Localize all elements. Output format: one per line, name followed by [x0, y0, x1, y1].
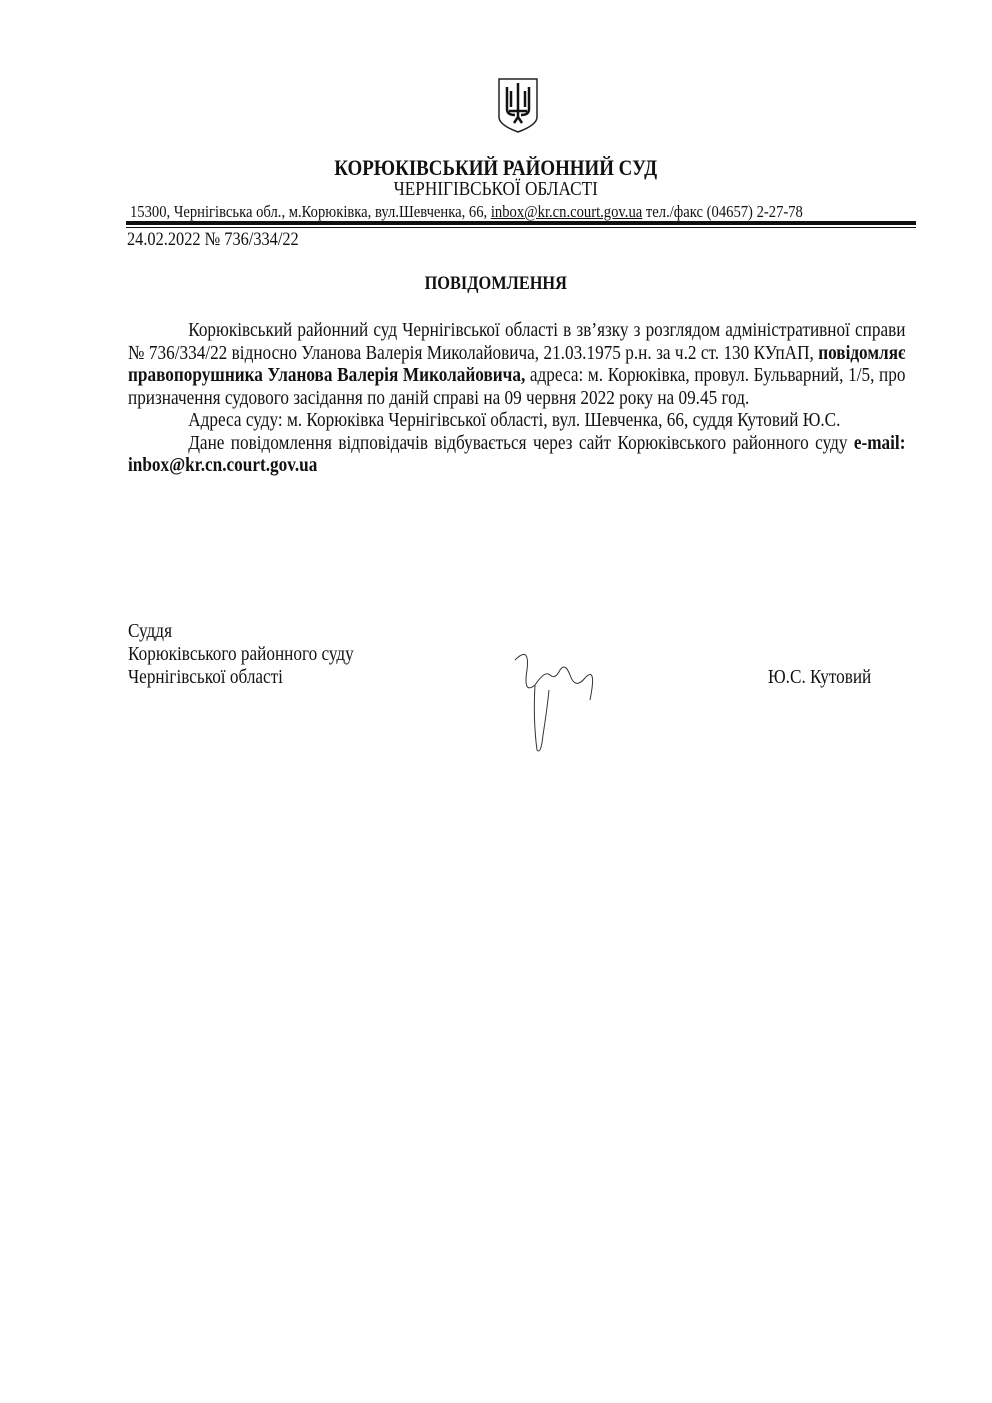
court-address: 15300, Чернігівська обл., м.Корюківка, вул.Шевченка, 66, inbox@kr.cn.court.gov.ua тел./факс (04657) 2-27-78 — [130, 202, 803, 221]
signer-region: Чернігівської області — [128, 666, 283, 688]
paragraph-email: Дане повідомлення відповідачів відбувається через сайт Корюківського районного суду e-mail: inbox@kr.cn.court.gov.ua — [128, 431, 906, 476]
document-body — [128, 319, 905, 477]
document-title: ПОВІДОМЛЕННЯ — [424, 273, 568, 294]
ukraine-coat-of-arms-icon — [497, 77, 539, 133]
court-region: ЧЕРНІГІВСЬКОЇ ОБЛАСТІ — [393, 178, 599, 200]
header-divider — [126, 221, 916, 225]
signer-name: Ю.С. Кутовий — [768, 666, 872, 688]
signer-title: Суддя — [128, 620, 172, 642]
handwritten-signature — [505, 640, 605, 755]
signature-block — [128, 620, 354, 689]
paragraph-court-address: Адреса суду: м. Корюківка Чернігівської області, вул. Шевченка, 66, суддя Кутовий Ю.С. — [188, 409, 841, 431]
paragraph-notice: Корюківський районний суд Чернігівської області в зв’язку з розглядом адміністративної справи № 736/334/22 відносно Уланова Валерія Миколайовича, 21.03.1975 р.н. за ч.2 ст. 130 КУпАП, повідомляє правопорушника Уланова Валерія Миколайовича, адреса: м. Корюківка, провул. Бульварний, 1/5, про призначення судового засідання по даній справі на 09 червня 2022 року на 09.45 год. — [128, 319, 906, 409]
court-email-link[interactable]: inbox@kr.cn.court.gov.ua — [490, 202, 643, 221]
reference-number: 24.02.2022 № 736/334/22 — [127, 229, 299, 250]
signer-court: Корюківського районного суду — [128, 643, 354, 665]
court-name: КОРЮКІВСЬКИЙ РАЙОННИЙ СУД — [334, 155, 658, 180]
header-divider-thin — [126, 227, 916, 228]
